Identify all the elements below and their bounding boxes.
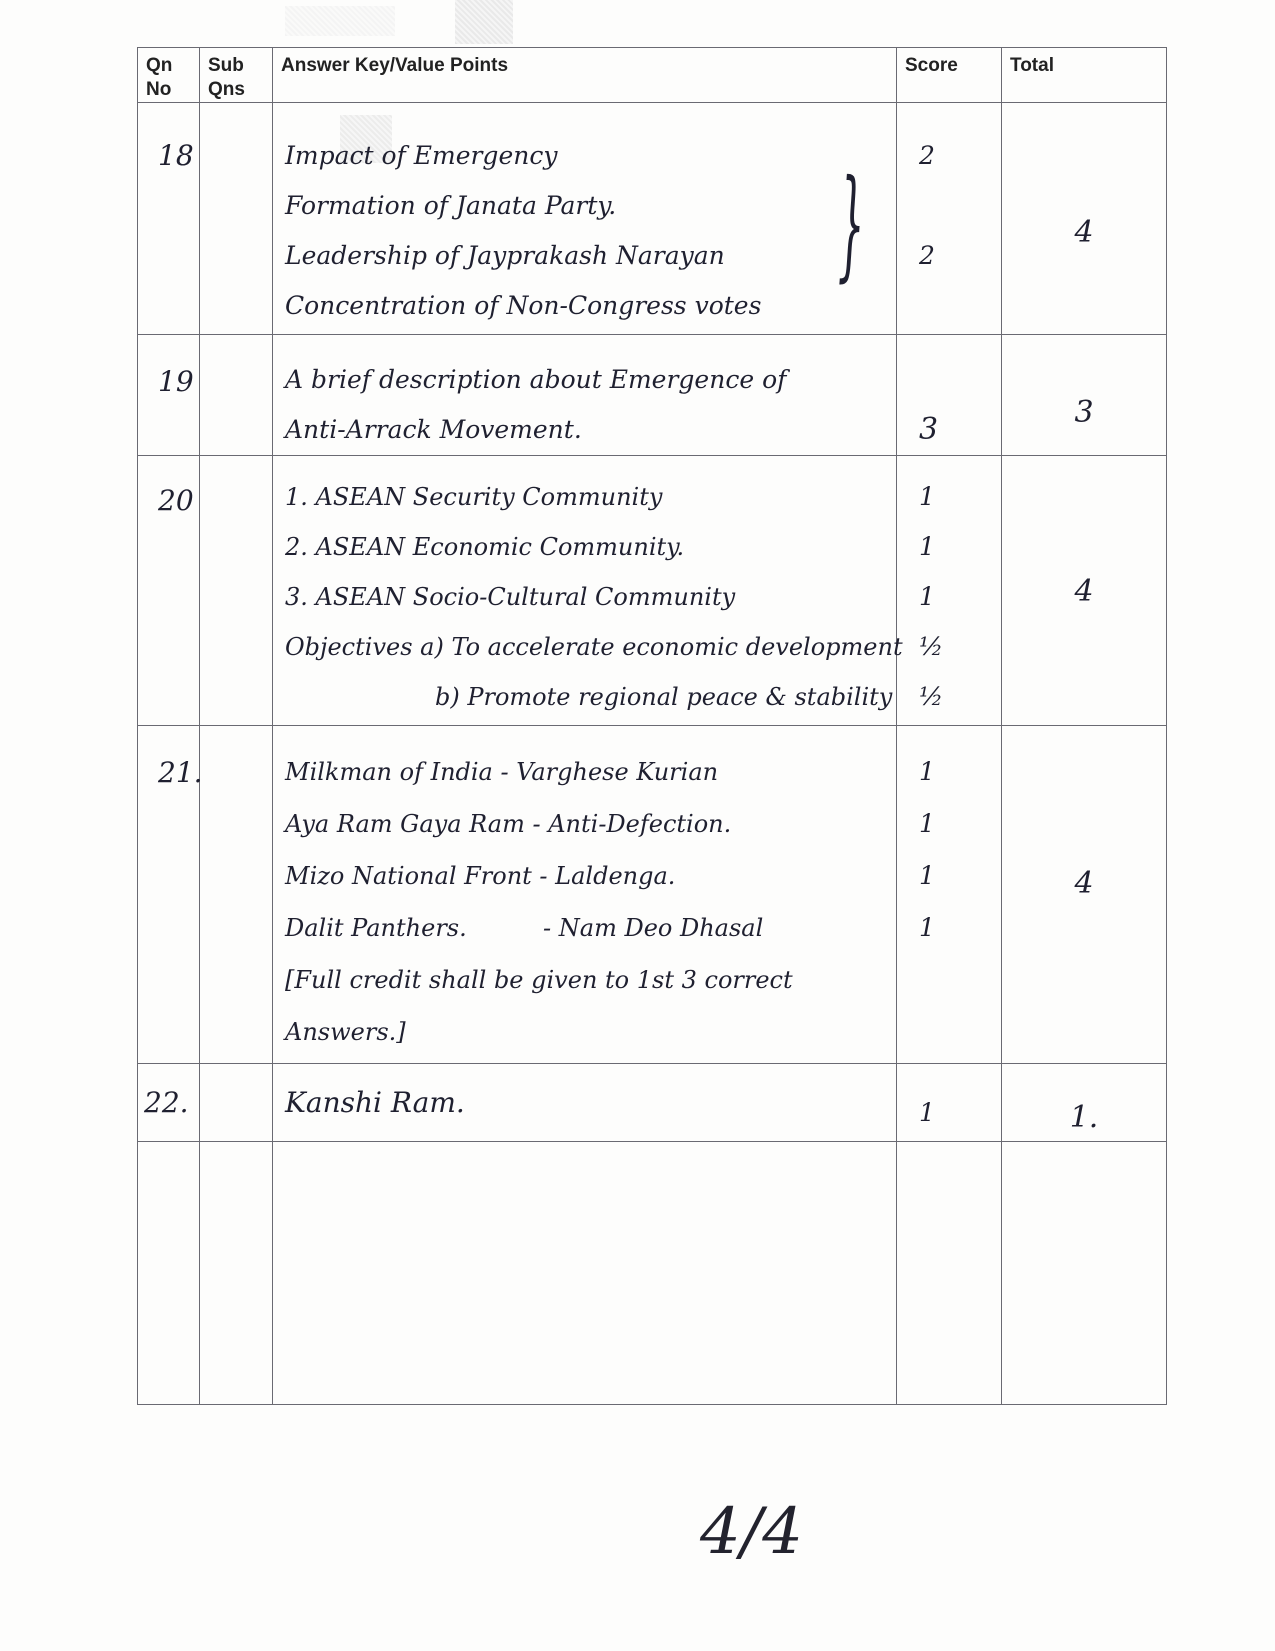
answer-points bbox=[273, 103, 897, 335]
header-answer: Answer Key/Value Points bbox=[273, 48, 897, 103]
sub-question bbox=[200, 456, 273, 726]
score-value: 1 bbox=[919, 532, 935, 561]
answer-line: Milkman of India - Varghese Kurian bbox=[285, 758, 719, 786]
empty-cell bbox=[273, 1142, 897, 1405]
score-cell bbox=[897, 103, 1002, 335]
answer-line: Mizo National Front - Laldenga. bbox=[285, 862, 676, 890]
empty-cell bbox=[200, 1142, 273, 1405]
question-number: 20 bbox=[138, 456, 200, 726]
answer-line: Leadership of Jayprakash Narayan bbox=[285, 241, 725, 270]
answer-line: Objectives a) To accelerate economic development bbox=[285, 633, 903, 661]
score-value: 2 bbox=[919, 141, 935, 170]
question-number: 19 bbox=[138, 335, 200, 456]
answer-line: Answers.] bbox=[285, 1018, 406, 1046]
question-number: 18 bbox=[138, 103, 200, 335]
total-value: 1. bbox=[1002, 1064, 1167, 1142]
score-value bbox=[919, 181, 1001, 231]
score-value: 1 bbox=[919, 1098, 935, 1127]
score-value: 1 bbox=[919, 913, 935, 942]
total-value: 4 bbox=[1002, 456, 1167, 726]
answer-key-table bbox=[137, 47, 1167, 1405]
empty-cell bbox=[897, 1142, 1002, 1405]
sub-question bbox=[200, 726, 273, 1064]
answer-line: Impact of Emergency bbox=[285, 141, 558, 170]
scan-smudge bbox=[285, 6, 395, 36]
question-row-21 bbox=[138, 726, 1167, 1064]
sub-question bbox=[200, 103, 273, 335]
score-value: 3 bbox=[919, 412, 939, 447]
score-value: 1 bbox=[919, 482, 935, 511]
answer-line: Formation of Janata Party. bbox=[285, 191, 617, 220]
answer-points bbox=[273, 335, 897, 456]
page-number: 4/4 bbox=[700, 1495, 803, 1569]
header-total: Total bbox=[1002, 48, 1167, 103]
score-value: 1 bbox=[919, 861, 935, 890]
sub-question bbox=[200, 1064, 273, 1142]
answer-points bbox=[273, 456, 903, 726]
score-value bbox=[919, 355, 1001, 405]
score-value: ½ bbox=[919, 682, 944, 711]
answer-line: Anti-Arrack Movement. bbox=[285, 415, 582, 444]
answer-line: b) Promote regional peace & stability bbox=[435, 683, 893, 711]
answer-line: A brief description about Emergence of bbox=[285, 365, 787, 394]
answer-line: Aya Ram Gaya Ram - Anti-Defection. bbox=[285, 810, 732, 838]
question-row-19 bbox=[138, 335, 1167, 456]
empty-row bbox=[138, 1142, 1167, 1405]
score-cell bbox=[897, 1064, 1002, 1142]
answer-line: 3. ASEAN Socio-Cultural Community bbox=[285, 583, 736, 611]
score-cell bbox=[897, 456, 1002, 726]
grouping-brace: } bbox=[837, 155, 865, 294]
answer-line: [Full credit shall be given to 1st 3 correct bbox=[285, 966, 793, 994]
total-value: 3 bbox=[1002, 335, 1167, 456]
header-row bbox=[138, 48, 1167, 103]
score-value: 2 bbox=[919, 241, 935, 270]
score-value: 1 bbox=[919, 809, 935, 838]
question-number: 21. bbox=[138, 726, 200, 1064]
question-row-20 bbox=[138, 456, 1167, 726]
answer-points bbox=[273, 1064, 897, 1142]
score-value: 1 bbox=[919, 582, 935, 611]
header-qn-no: Qn No bbox=[138, 48, 200, 103]
answer-line: 1. ASEAN Security Community bbox=[285, 483, 663, 511]
total-value: 4 bbox=[1002, 726, 1167, 1064]
empty-cell bbox=[138, 1142, 200, 1405]
question-row-18 bbox=[138, 103, 1167, 335]
question-row-22 bbox=[138, 1064, 1167, 1142]
answer-line: Dalit Panthers. - Nam Deo Dhasal bbox=[285, 914, 764, 942]
header-score: Score bbox=[897, 48, 1002, 103]
sub-question bbox=[200, 335, 273, 456]
empty-cell bbox=[1002, 1142, 1167, 1405]
score-cell bbox=[897, 726, 1002, 1064]
question-number: 22. bbox=[138, 1064, 200, 1142]
score-cell bbox=[897, 335, 1002, 456]
answer-line: Kanshi Ram. bbox=[285, 1086, 465, 1119]
total-value: 4 bbox=[1002, 103, 1167, 335]
score-value bbox=[919, 281, 1001, 331]
score-value: 1 bbox=[919, 757, 935, 786]
score-value: ½ bbox=[919, 632, 944, 661]
scan-smudge bbox=[455, 0, 513, 44]
answer-line: 2. ASEAN Economic Community. bbox=[285, 533, 685, 561]
answer-points bbox=[273, 726, 897, 1064]
answer-line: Concentration of Non-Congress votes bbox=[285, 291, 762, 320]
header-sub-qns: Sub Qns bbox=[200, 48, 273, 103]
